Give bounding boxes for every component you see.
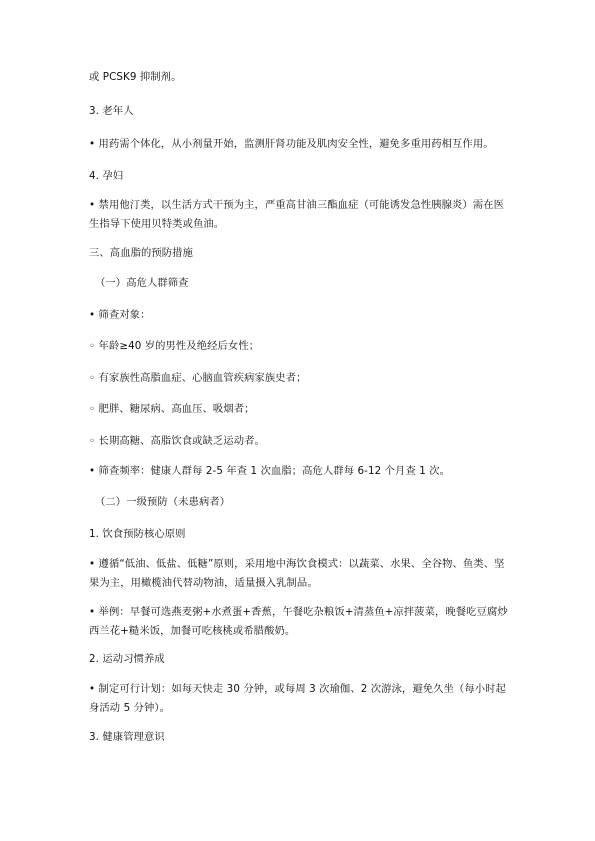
bullet-screening-frequency: • 筛查频率：健康人群每 2-5 年查 1 次血脂；高危人群每 6-12 个月查 1 次。 (89, 465, 451, 477)
heading-elderly: 3. 老年人 (89, 105, 134, 117)
section-heading-prevention: 三、高血脂的预防措施 (89, 247, 193, 259)
subbullet-diet-exercise: ◦ 长期高糖、高脂饮食或缺乏运动者。 (89, 435, 265, 447)
subsection-heading-primary-prevention: （二）一级预防（未患病者） (95, 496, 231, 508)
bullet-elderly-medication: • 用药需个体化，从小剂量开始，监测肝肾功能及肌肉安全性，避免多重用药相互作用。 (89, 138, 494, 150)
bullet-mediterranean-diet: • 遵循“低油、低盐、低糖”原则，采用地中海饮食模式：以蔬菜、水果、全谷物、鱼类、坚果为主，用橄榄油代替动物油，适量摄入乳制品。 (89, 558, 505, 589)
subsection-heading-screening: （一）高危人群筛查 (95, 277, 189, 289)
heading-exercise-habits: 2. 运动习惯养成 (89, 653, 165, 665)
bullet-exercise-plan: • 制定可行计划：如每天快走 30 分钟，或每周 3 次瑜伽、2 次游泳，避免久坐（每小时起身活动 5 分钟）。 (89, 683, 506, 714)
subbullet-age: ◦ 年龄≥40 岁的男性及绝经后女性； (89, 340, 260, 352)
subbullet-family-history: ◦ 有家族性高脂血症、心脑血管疾病家族史者； (89, 372, 307, 384)
bullet-screening-targets: • 筛查对象： (89, 309, 151, 321)
heading-health-management: 3. 健康管理意识 (89, 731, 165, 743)
paragraph-continuation: 或 PCSK9 抑制剂。 (89, 71, 182, 83)
bullet-pregnant-statins: • 禁用他汀类，以生活方式干预为主，严重高甘油三酯血症（可能诱发急性胰腺炎）需在医生指导下使用贝特类或鱼油。 (89, 199, 505, 230)
bullet-meal-examples: • 举例：早餐可选燕麦粥+水煮蛋+香蕉，午餐吃杂粮饭+清蒸鱼+凉拌菠菜，晚餐吃豆腐炒西兰花+糙米饭，加餐可吃核桃或希腊酸奶。 (89, 606, 508, 637)
heading-diet-principles: 1. 饮食预防核心原则 (89, 528, 186, 540)
heading-pregnant: 4. 孕妇 (89, 170, 124, 182)
subbullet-obesity: ◦ 肥胖、糖尿病、高血压、吸烟者； (89, 403, 255, 415)
